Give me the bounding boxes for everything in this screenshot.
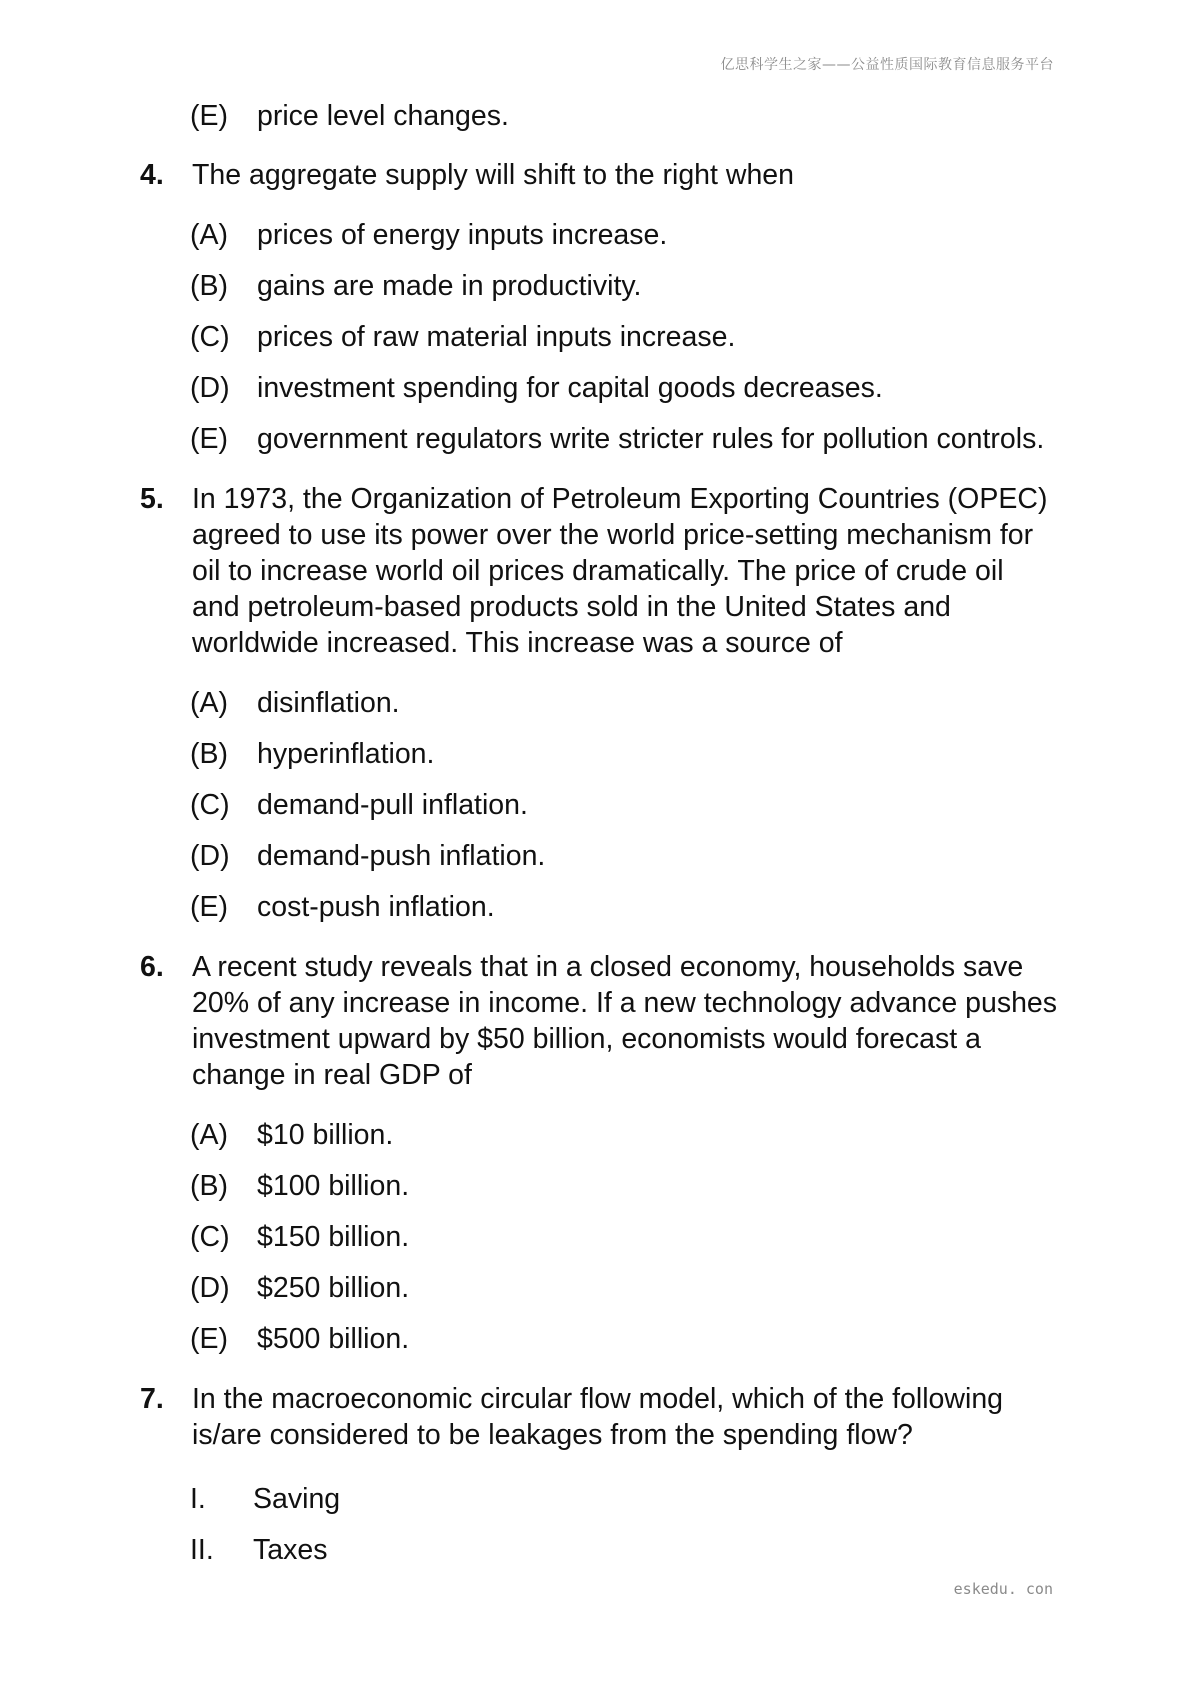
option-letter: (E) — [190, 100, 228, 132]
roman-numeral: I. — [190, 1483, 206, 1515]
option-letter: (B) — [190, 270, 228, 302]
option-text: $500 billion. — [257, 1323, 410, 1355]
q5-option-d — [190, 838, 545, 874]
question-6 — [140, 949, 1100, 1093]
stem-line: oil to increase world oil prices dramatically. The price of crude oil — [192, 555, 1004, 587]
option-letter: (C) — [190, 789, 230, 821]
stem-line: In 1973, the Organization of Petroleum Exporting Countries (OPEC) — [192, 483, 1048, 515]
q4-option-a — [190, 217, 667, 253]
option-text: demand-push inflation. — [257, 840, 546, 872]
question-4 — [140, 157, 1100, 193]
question-number: 4. — [140, 159, 164, 191]
stem-line: is/are considered to be leakages from the spending flow? — [192, 1419, 913, 1451]
option-text: government regulators write stricter rules for pollution controls. — [257, 423, 1045, 455]
option-letter: (E) — [190, 423, 228, 455]
q6-option-b — [190, 1168, 409, 1204]
option-text: demand-pull inflation. — [257, 789, 528, 821]
option-text: $10 billion. — [257, 1119, 394, 1151]
q4-option-c — [190, 319, 735, 355]
question-stem: The aggregate supply will shift to the right when — [192, 159, 795, 191]
roman-text: Saving — [253, 1483, 341, 1515]
q4-option-b — [190, 268, 641, 304]
q6-option-c — [190, 1219, 409, 1255]
option-letter: (A) — [190, 219, 228, 251]
option-text: investment spending for capital goods decreases. — [257, 372, 883, 404]
option-text: $100 billion. — [257, 1170, 410, 1202]
stem-line: In the macroeconomic circular flow model, which of the following — [192, 1383, 1004, 1415]
footer-site-mark: eskedu. con — [953, 1580, 1053, 1598]
option-letter: (B) — [190, 1170, 228, 1202]
option-text: $250 billion. — [257, 1272, 410, 1304]
roman-numeral: II. — [190, 1534, 214, 1566]
question-7 — [140, 1381, 1100, 1453]
option-text: prices of raw material inputs increase. — [257, 321, 736, 353]
option-letter: (C) — [190, 321, 230, 353]
option-text: cost-push inflation. — [257, 891, 495, 923]
q4-option-d — [190, 370, 883, 406]
question-5 — [140, 481, 1100, 661]
stem-line: agreed to use its power over the world price-setting mechanism for — [192, 519, 1034, 551]
question-number: 6. — [140, 951, 164, 983]
q5-option-c — [190, 787, 528, 823]
option-letter: (A) — [190, 1119, 228, 1151]
stem-line: change in real GDP of — [192, 1059, 472, 1091]
question-stem — [192, 1381, 1100, 1453]
option-text: $150 billion. — [257, 1221, 410, 1253]
q5-option-b — [190, 736, 434, 772]
option-letter: (D) — [190, 372, 230, 404]
option-letter: (D) — [190, 1272, 230, 1304]
q7-roman-item-2 — [190, 1532, 327, 1568]
q7-roman-item-1 — [190, 1481, 340, 1517]
question-number: 7. — [140, 1383, 164, 1415]
q6-option-a — [190, 1117, 393, 1153]
option-text: hyperinflation. — [257, 738, 435, 770]
stem-line: 20% of any increase in income. If a new technology advance pushes — [192, 987, 1058, 1019]
q5-option-a — [190, 685, 400, 721]
option-prev-e — [190, 98, 509, 134]
q5-option-e — [190, 889, 495, 925]
question-stem — [192, 481, 1100, 661]
option-letter: (B) — [190, 738, 228, 770]
stem-line: investment upward by $50 billion, economists would forecast a — [192, 1023, 981, 1055]
option-text: disinflation. — [257, 687, 400, 719]
stem-line: and petroleum-based products sold in the United States and — [192, 591, 951, 623]
option-letter: (A) — [190, 687, 228, 719]
option-letter: (D) — [190, 840, 230, 872]
option-letter: (C) — [190, 1221, 230, 1253]
option-text: prices of energy inputs increase. — [257, 219, 668, 251]
option-text: gains are made in productivity. — [257, 270, 642, 302]
option-text: price level changes. — [257, 100, 509, 132]
option-letter: (E) — [190, 891, 228, 923]
option-letter: (E) — [190, 1323, 228, 1355]
q4-option-e — [190, 421, 1044, 457]
q6-option-e — [190, 1321, 409, 1357]
q6-option-d — [190, 1270, 409, 1306]
question-stem — [192, 949, 1100, 1093]
roman-text: Taxes — [253, 1534, 328, 1566]
stem-line: worldwide increased. This increase was a source of — [192, 627, 843, 659]
header-watermark: 亿思科学生之家——公益性质国际教育信息服务平台 — [720, 57, 1054, 73]
stem-line: A recent study reveals that in a closed economy, households save — [192, 951, 1024, 983]
question-number: 5. — [140, 483, 164, 515]
